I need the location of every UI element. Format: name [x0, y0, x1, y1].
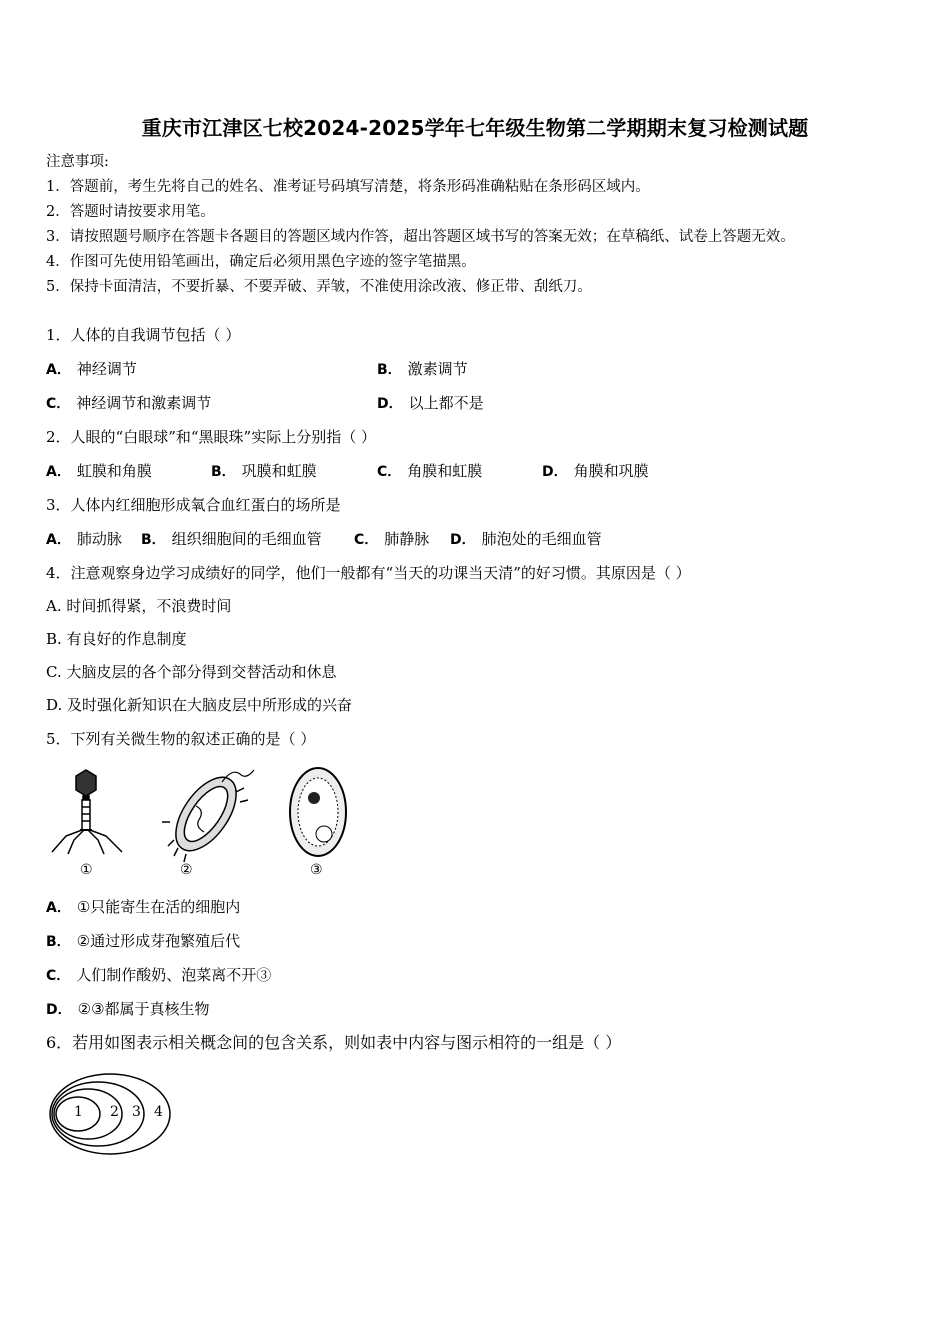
diagram-label: 3	[132, 1104, 141, 1120]
option: A． 虹膜和角膜	[46, 462, 152, 480]
diagram-label: 2	[110, 1104, 119, 1120]
diagram-label: 1	[74, 1104, 83, 1120]
option: B． ②通过形成芽孢繁殖后代	[46, 932, 241, 950]
option: A． 神经调节	[46, 360, 137, 378]
page-title: 重庆市江津区七校2024-2025学年七年级生物第二学期期末复习检测试题	[141, 116, 809, 140]
notice-item: 5．保持卡面清洁，不要折暴、不要弄破、弄皱，不准使用涂改液、修正带、刮纸刀。	[46, 279, 592, 295]
figure-label: ②	[180, 862, 193, 878]
option: D． 以上都不是	[377, 394, 484, 412]
question-stem: 5．下列有关微生物的叙述正确的是（ ）	[46, 730, 316, 748]
option: B． 组织细胞间的毛细血管	[141, 530, 322, 548]
option: C． 肺静脉	[354, 530, 430, 548]
question-stem: 6．若用如图表示相关概念间的包含关系，则如表中内容与图示相符的一组是（ ）	[46, 1033, 622, 1052]
option: B． 激素调节	[377, 360, 468, 378]
option: C. 大脑皮层的各个部分得到交替活动和休息	[46, 663, 337, 681]
question-stem: 1．人体的自我调节包括（ ）	[46, 326, 241, 344]
option: C． 神经调节和激素调节	[46, 394, 212, 412]
microbe-figure	[46, 762, 366, 884]
yeast-cell-icon	[290, 768, 346, 856]
notice-item: 1．答题前，考生先将自己的姓名、准考证号码填写清楚，将条形码准确粘贴在条形码区域内。	[46, 179, 650, 195]
option: D． 肺泡处的毛细血管	[450, 530, 602, 548]
option: C． 人们制作酸奶、泡菜离不开③	[46, 966, 272, 984]
bacterium-icon	[162, 767, 254, 862]
option: B． 巩膜和虹膜	[211, 462, 317, 480]
option: D． 角膜和巩膜	[542, 462, 649, 480]
question-stem: 3．人体内红细胞形成氧合血红蛋白的场所是	[46, 496, 341, 514]
figure-label: ③	[310, 862, 323, 878]
option: A． 肺动脉	[46, 530, 122, 548]
option: C． 角膜和虹膜	[377, 462, 483, 480]
option: D． ②③都属于真核生物	[46, 1000, 210, 1018]
diagram-label: 4	[154, 1104, 163, 1120]
option: D. 及时强化新知识在大脑皮层中所形成的兴奋	[46, 696, 353, 714]
notice-heading: 注意事项:	[46, 154, 109, 170]
question-stem: 4．注意观察身边学习成绩好的同学，他们一般都有“当天的功课当天清”的好习惯。其原因是（ ）	[46, 564, 691, 582]
notice-item: 3．请按照题号顺序在答题卡各题目的答题区域内作答，超出答题区域书写的答案无效；在草稿纸、试卷上答题无效。	[46, 229, 795, 245]
notice-item: 4．作图可先使用铅笔画出，确定后必须用黑色字迹的签字笔描黑。	[46, 254, 476, 270]
option: A． ①只能寄生在活的细胞内	[46, 898, 241, 916]
figure-label: ①	[80, 862, 93, 878]
bacteriophage-icon	[52, 770, 122, 854]
option: A. 时间抓得紧，不浪费时间	[46, 597, 232, 615]
question-stem: 2．人眼的“白眼球”和“黑眼珠”实际上分别指（ ）	[46, 428, 376, 446]
notice-item: 2．答题时请按要求用笔。	[46, 204, 215, 220]
nested-ellipses-figure	[48, 1068, 174, 1160]
option: B. 有良好的作息制度	[46, 630, 187, 648]
